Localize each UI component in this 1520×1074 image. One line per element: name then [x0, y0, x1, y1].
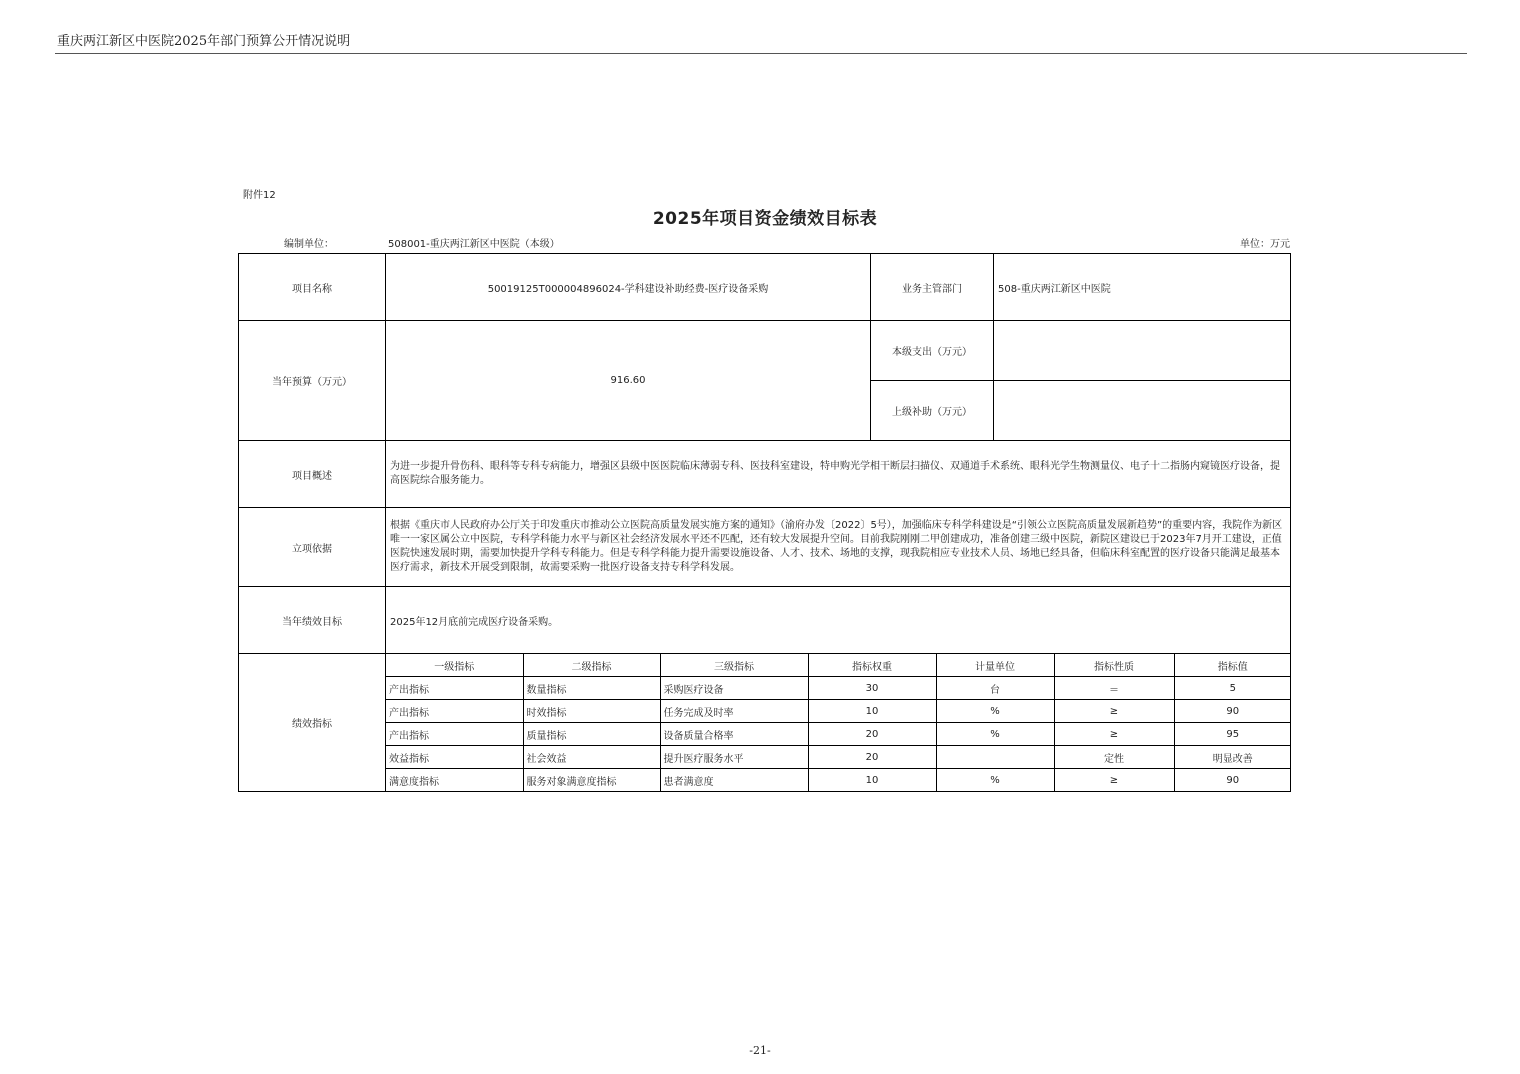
indicator-header-row — [386, 654, 1291, 677]
indicator-level3: 提升医疗服务水平 — [660, 746, 808, 769]
indicator-value: 5 — [1174, 677, 1291, 700]
indicator-header-cell: 一级指标 — [386, 654, 523, 677]
indicators-row — [239, 654, 1291, 792]
goal-row — [239, 587, 1291, 654]
superior-subsidy-label: 上级补助（万元） — [871, 381, 994, 441]
preparing-unit-label: 编制单位： — [284, 239, 334, 250]
page-header-title: 重庆两江新区中医院2025年部门预算公开情况说明 — [57, 34, 351, 49]
indicator-level2: 服务对象满意度指标 — [523, 769, 660, 792]
preparing-unit-value: 508001-重庆两江新区中医院（本级） — [388, 239, 560, 250]
page-number: -21- — [749, 1044, 771, 1057]
department-label: 业务主管部门 — [871, 254, 994, 321]
indicator-table — [386, 654, 1291, 791]
indicator-nature: ≥ — [1054, 700, 1174, 723]
indicators-container — [386, 654, 1291, 792]
indicator-header-cell: 计量单位 — [936, 654, 1054, 677]
local-spend-value — [994, 321, 1291, 381]
project-name-row — [239, 254, 1291, 321]
budget-value: 916.60 — [386, 321, 871, 441]
indicator-level2: 质量指标 — [523, 723, 660, 746]
indicator-header-cell: 二级指标 — [523, 654, 660, 677]
indicator-unit: % — [936, 723, 1054, 746]
indicators-label: 绩效指标 — [239, 654, 386, 792]
indicator-value: 90 — [1174, 769, 1291, 792]
indicator-weight: 20 — [808, 746, 936, 769]
local-spend-label: 本级支出（万元） — [871, 321, 994, 381]
indicator-level3: 采购医疗设备 — [660, 677, 808, 700]
header-divider — [55, 53, 1467, 54]
indicator-level2: 数量指标 — [523, 677, 660, 700]
indicator-row — [386, 769, 1291, 792]
overview-label: 项目概述 — [239, 441, 386, 508]
superior-subsidy-value — [994, 381, 1291, 441]
indicator-header-cell: 指标值 — [1174, 654, 1291, 677]
performance-target-table — [238, 253, 1291, 792]
budget-label: 当年预算（万元） — [239, 321, 386, 441]
currency-unit: 单位：万元 — [1240, 239, 1290, 250]
indicator-unit: 台 — [936, 677, 1054, 700]
indicator-header-cell: 三级指标 — [660, 654, 808, 677]
indicator-unit — [936, 746, 1054, 769]
indicator-row — [386, 700, 1291, 723]
indicator-level2: 时效指标 — [523, 700, 660, 723]
project-name-value: 50019125T000004896024-学科建设补助经费-医疗设备采购 — [386, 254, 871, 321]
indicator-value: 明显改善 — [1174, 746, 1291, 769]
indicator-level1: 产出指标 — [386, 723, 523, 746]
indicator-unit: % — [936, 700, 1054, 723]
indicator-row — [386, 677, 1291, 700]
indicator-weight: 10 — [808, 700, 936, 723]
indicator-level2: 社会效益 — [523, 746, 660, 769]
indicator-nature: ≥ — [1054, 723, 1174, 746]
indicator-unit: % — [936, 769, 1054, 792]
indicator-nature: ＝ — [1054, 677, 1174, 700]
indicator-value: 95 — [1174, 723, 1291, 746]
indicator-row — [386, 746, 1291, 769]
indicator-weight: 10 — [808, 769, 936, 792]
indicator-level3: 患者满意度 — [660, 769, 808, 792]
indicator-level1: 产出指标 — [386, 700, 523, 723]
indicator-value: 90 — [1174, 700, 1291, 723]
goal-label: 当年绩效目标 — [239, 587, 386, 654]
indicator-header-cell: 指标权重 — [808, 654, 936, 677]
indicator-weight: 20 — [808, 723, 936, 746]
overview-text: 为进一步提升骨伤科、眼科等专科专病能力，增强区县级中医医院临床薄弱专科、医技科室建设，特申购光学相干断层扫描仪、双通道手术系统、眼科光学生物测量仪、电子十二指肠内窥镜医疗设备，提高医院综合服务能力。 — [386, 441, 1291, 508]
attachment-label: 附件12 — [243, 190, 276, 201]
indicator-level3: 设备质量合格率 — [660, 723, 808, 746]
form-title: 2025年项目资金绩效目标表 — [652, 209, 878, 229]
indicator-header-cell: 指标性质 — [1054, 654, 1174, 677]
overview-row — [239, 441, 1291, 508]
basis-row — [239, 508, 1291, 587]
basis-label: 立项依据 — [239, 508, 386, 587]
project-name-label: 项目名称 — [239, 254, 386, 321]
indicator-level1: 产出指标 — [386, 677, 523, 700]
indicator-level1: 满意度指标 — [386, 769, 523, 792]
indicator-nature: ≥ — [1054, 769, 1174, 792]
budget-row — [239, 321, 1291, 381]
goal-text: 2025年12月底前完成医疗设备采购。 — [386, 587, 1291, 654]
indicator-row — [386, 723, 1291, 746]
indicator-level1: 效益指标 — [386, 746, 523, 769]
indicator-level3: 任务完成及时率 — [660, 700, 808, 723]
indicator-nature: 定性 — [1054, 746, 1174, 769]
basis-text: 根据《重庆市人民政府办公厅关于印发重庆市推动公立医院高质量发展实施方案的通知》（渝府办发〔2022〕5号），加强临床专科学科建设是“引领公立医院高质量发展新趋势”的重要内容，我院作为新区唯一一家区属公立中医院，专科学科能力水平与新区社会经济发展水平还不匹配，还有较大发展提升空间。目前我院刚刚二甲创建成功，准备创建三级中医院，新院区建设已于2023年7月开工建设，正值医院快速发展时期，需要加快提升学科专科能力。但是专科学科能力提升需要设施设备、人才、技术、场地的支撑，现我院相应专业技术人员、场地已经具备，但临床科室配置的医疗设备只能满足最基本医疗需求，新技术开展受到限制，故需要采购一批医疗设备支持专科学科发展。 — [386, 508, 1291, 587]
department-value: 508-重庆两江新区中医院 — [994, 254, 1291, 321]
indicator-weight: 30 — [808, 677, 936, 700]
